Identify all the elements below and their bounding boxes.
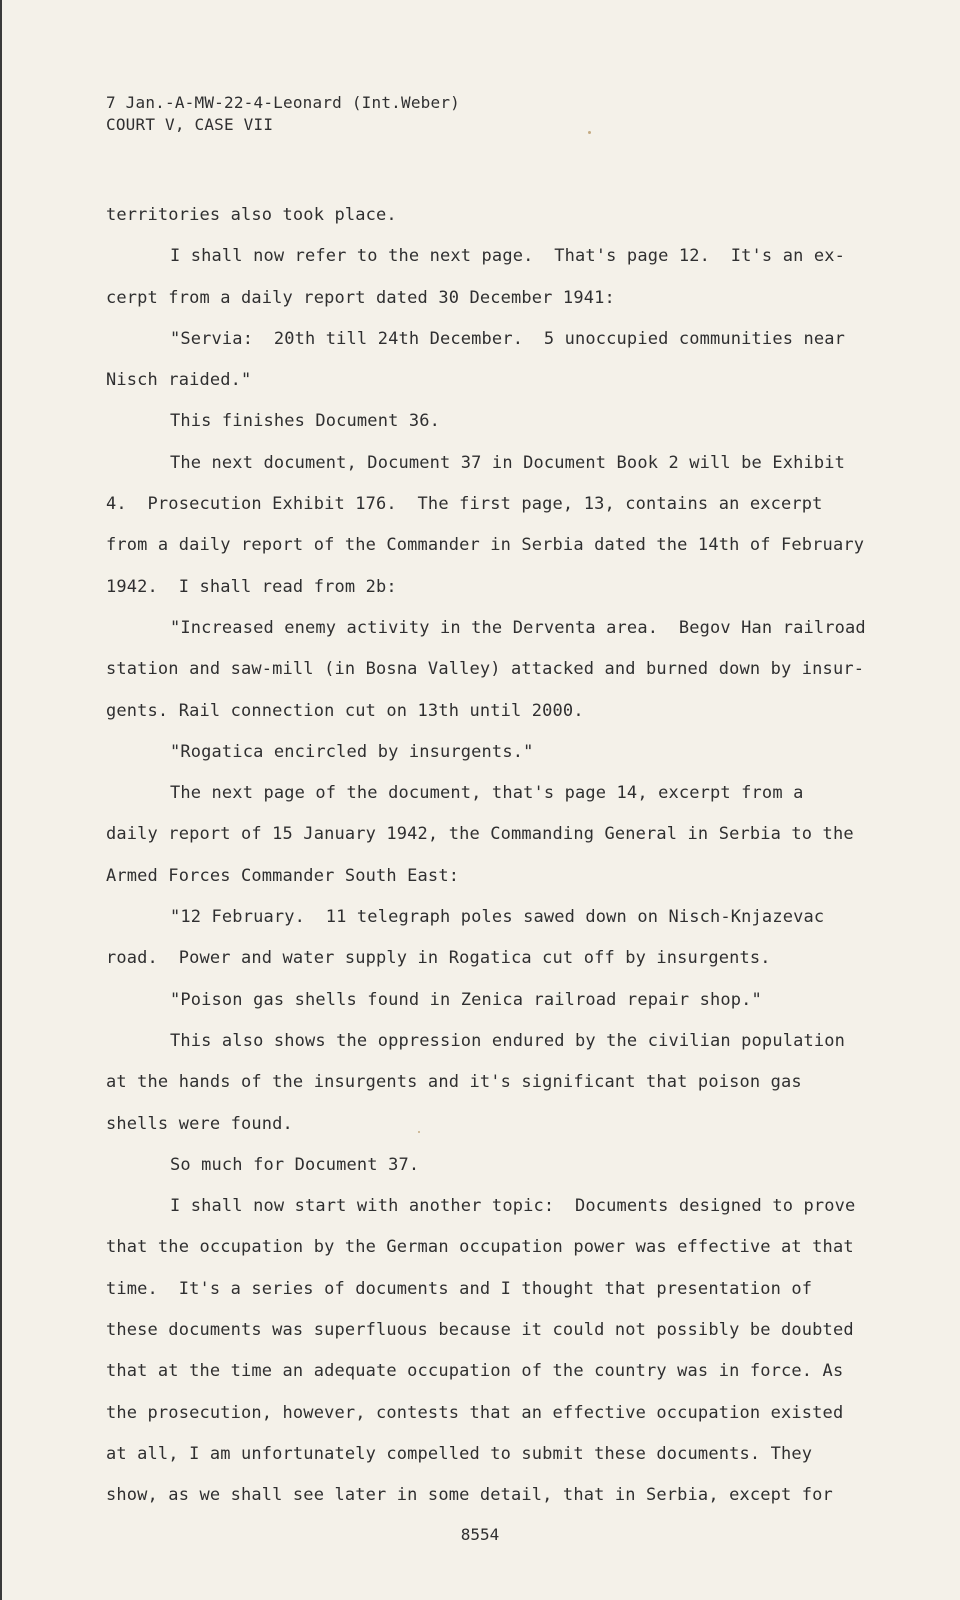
text-line: "Poison gas shells found in Zenica railroad repair shop." <box>170 989 762 1010</box>
paper-speck <box>588 131 591 134</box>
text-line: time. It's a series of documents and I thought that presentation of <box>106 1278 813 1299</box>
text-line: from a daily report of the Commander in Serbia dated the 14th of February <box>106 535 865 556</box>
text-line: daily report of 15 January 1942, the Commanding General in Serbia to the <box>106 824 854 845</box>
text-line: station and saw-mill (in Bosna Valley) attacked and burned down by insur- <box>106 659 865 680</box>
document-header <box>106 92 460 136</box>
text-line: shells were found. <box>106 1113 293 1134</box>
transcript-body <box>106 195 866 1517</box>
text-line: gents. Rail connection cut on 13th until 2000. <box>106 700 584 721</box>
text-line: territories also took place. <box>106 205 397 225</box>
text-line: that at the time an adequate occupation of the country was in force. As <box>106 1361 844 1382</box>
text-line: So much for Document 37. <box>170 1154 420 1175</box>
paper-speck <box>418 1131 420 1133</box>
text-line: 4. Prosecution Exhibit 176. The first page, 13, contains an excerpt <box>106 494 823 515</box>
text-line: "Increased enemy activity in the Derventa area. Begov Han railroad <box>170 617 866 638</box>
text-line: these documents was superfluous because it could not possibly be doubted <box>106 1320 854 1341</box>
text-line: Nisch raided." <box>106 370 252 391</box>
text-line: that the occupation by the German occupation power was effective at that <box>106 1237 854 1258</box>
text-line: at the hands of the insurgents and it's significant that poison gas <box>106 1072 802 1093</box>
text-line: I shall now start with another topic: Documents designed to prove <box>170 1196 856 1217</box>
text-line: road. Power and water supply in Rogatica cut off by insurgents. <box>106 948 771 969</box>
text-line: "Servia: 20th till 24th December. 5 unoccupied communities near <box>170 328 846 349</box>
text-line: The next document, Document 37 in Document Book 2 will be Exhibit <box>170 452 846 473</box>
text-line: The next page of the document, that's page 14, excerpt from a <box>170 783 804 804</box>
text-line: the prosecution, however, contests that an effective occupation existed <box>106 1402 844 1423</box>
page-number: 8554 <box>460 1525 500 1544</box>
text-line: cerpt from a daily report dated 30 December 1941: <box>106 287 615 308</box>
text-line: "12 February. 11 telegraph poles sawed down on Nisch-Knjazevac <box>170 907 825 928</box>
text-line: show, as we shall see later in some detail, that in Serbia, except for <box>106 1485 833 1506</box>
text-line: 1942. I shall read from 2b: <box>106 576 397 597</box>
text-line: Armed Forces Commander South East: <box>106 865 460 886</box>
header-line-1: 7 Jan.-A-MW-22-4-Leonard (Int.Weber) <box>106 93 460 112</box>
text-line: at all, I am unfortunately compelled to submit these documents. They <box>106 1443 813 1464</box>
text-line: This also shows the oppression endured by the civilian population <box>170 1030 846 1051</box>
header-line-2: COURT V, CASE VII <box>106 115 274 134</box>
text-line: This finishes Document 36. <box>170 411 441 432</box>
text-line: "Rogatica encircled by insurgents." <box>170 741 534 762</box>
page-edge-shadow <box>0 0 2 1600</box>
text-line: I shall now refer to the next page. That's page 12. It's an ex- <box>170 246 846 267</box>
